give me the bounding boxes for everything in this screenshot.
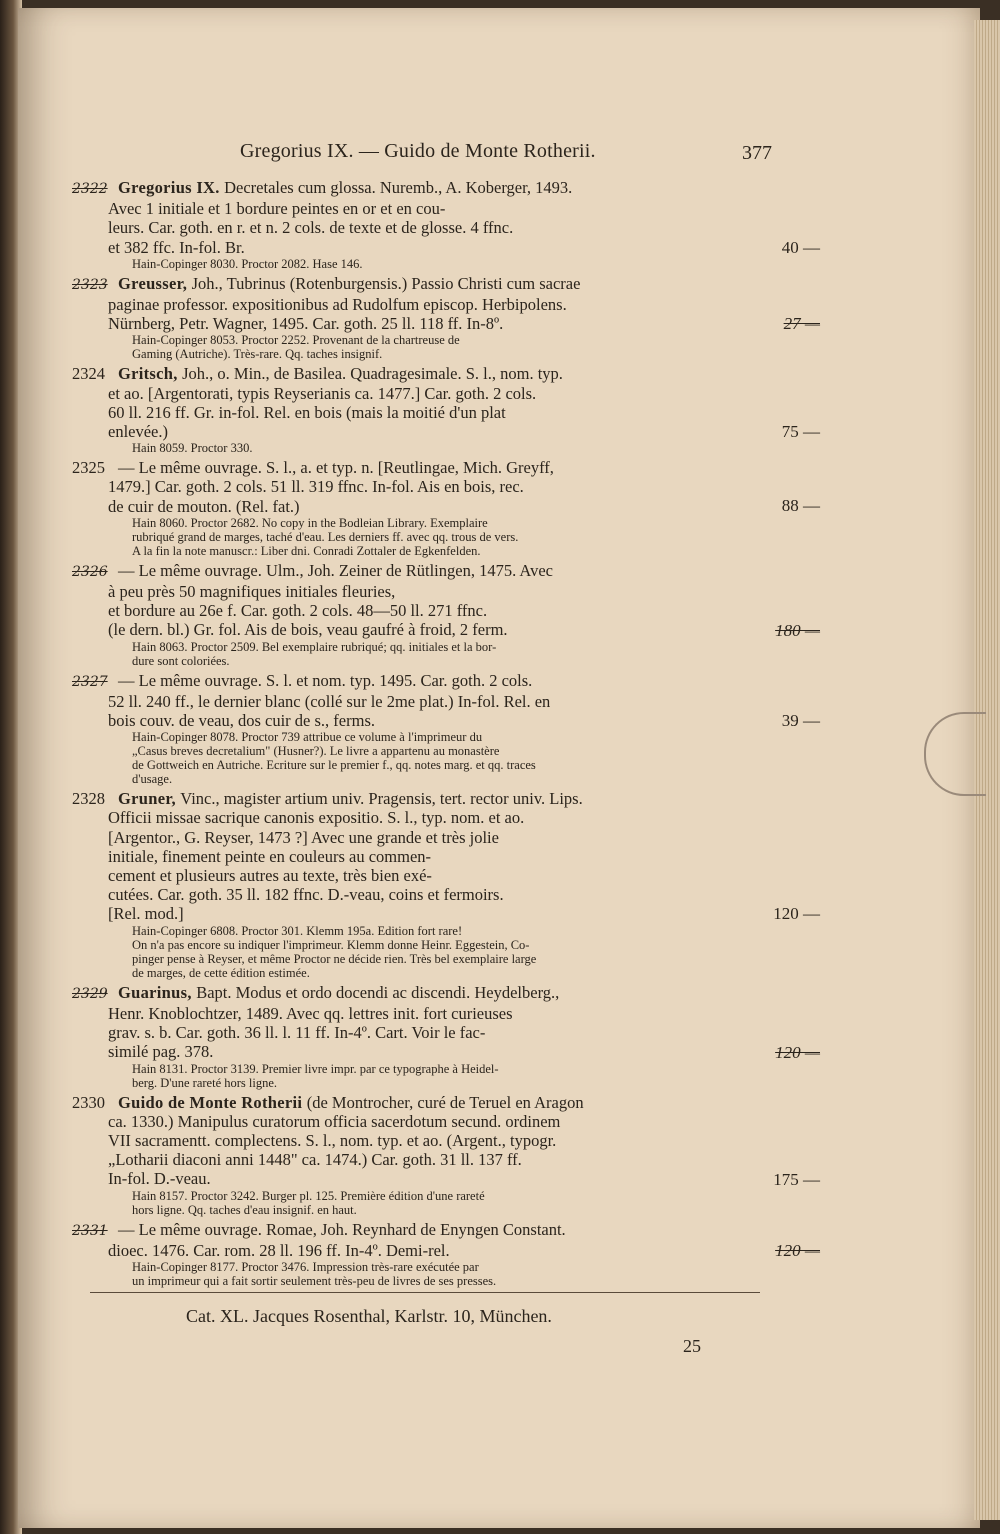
entry-author: Guido de Monte Rotherii (118, 1092, 307, 1112)
entry-description: 1479.] Car. goth. 2 cols. 51 ll. 319 ffnc. In-fol. Ais en bois, rec. (108, 477, 524, 497)
entry-bibliographic-note: de Gottweich en Autriche. Ecriture sur le premier f., qq. notes marg. et qq. traces (132, 758, 536, 773)
entry-text-line (72, 238, 732, 257)
entry-text-line (72, 1169, 732, 1188)
entry-description: similé pag. 378. (108, 1042, 214, 1062)
entry-text-line (72, 1042, 732, 1061)
entry-description: de cuir de mouton. (Rel. fat.) (108, 496, 300, 516)
entry-description: Bapt. Modus et ordo docendi ac discendi. Heydelberg., (196, 982, 560, 1002)
entry-text-line (72, 458, 732, 477)
entry-description: (le dern. bl.) Gr. fol. Ais de bois, veau gaufré à froid, 2 ferm. (108, 620, 508, 640)
entry-bibliographic-note: Hain-Copinger 6808. Proctor 301. Klemm 195a. Edition fort rare! (132, 923, 463, 938)
entry-bibliographic-note: Hain-Copinger 8053. Proctor 2252. Provenant de la chartreuse de (132, 333, 460, 348)
entry-price: 120 — (775, 1240, 820, 1260)
entry-bibliographic-note: Hain-Copinger 8078. Proctor 739 attribue ce volume à l'imprimeur du (132, 730, 483, 745)
entry-text-line (72, 497, 732, 516)
catalog-entry (72, 670, 820, 787)
entry-text-line (72, 789, 732, 808)
entry-text-line (72, 274, 732, 295)
entry-author: Guarinus, (118, 982, 197, 1002)
footer-rule (90, 1292, 760, 1293)
entry-list (72, 178, 820, 1291)
entry-description: Joh., o. Min., de Basilea. Quadragesimale. S. l., nom. typ. (182, 364, 563, 384)
entry-text-line (72, 422, 732, 441)
entry-description: — Le même ouvrage. S. l., a. et typ. n. [Reutlingae, Mich. Greyff, (118, 458, 554, 478)
entry-number: 2326 (72, 563, 108, 580)
catalog-entry (72, 1092, 820, 1217)
entry-text-line (72, 983, 732, 1004)
entry-text-line (72, 1004, 732, 1023)
entry-description: cement et plusieurs autres au texte, très bien exé- (108, 866, 432, 886)
entry-price: 40 — (781, 238, 820, 257)
entry-text-line (72, 601, 732, 620)
entry-author: Gritsch, (118, 364, 183, 384)
catalog-entry (72, 789, 820, 980)
entry-text-line (72, 828, 732, 847)
entry-description: — Le même ouvrage. Ulm., Joh. Zeiner de Rütlingen, 1475. Avec (118, 560, 554, 580)
entry-bibliographic-note: „Casus breves decretalium" (Husner?). Le livre a appartenu au monastère (132, 744, 500, 759)
entry-text-line (72, 1112, 732, 1131)
entry-author: Gregorius IX. (118, 178, 225, 197)
entry-description: initiale, finement peinte en couleurs au commen- (108, 846, 432, 866)
entry-text-line (72, 904, 732, 923)
entry-description: à peu près 50 magnifiques initiales fleuries, (108, 582, 396, 602)
entry-text-line (72, 178, 732, 199)
entry-bibliographic-note: Gaming (Autriche). Très-rare. Qq. taches insignif. (132, 347, 383, 362)
entry-text-line (72, 561, 732, 582)
entry-text-line (72, 477, 732, 496)
entry-bibliographic-note: de marges, de cette édition estimée. (132, 965, 310, 980)
entry-number: 2324 (72, 364, 105, 384)
entry-text-line (72, 1150, 732, 1169)
entry-description: Officii missae sacrique canonis expositio. S. l., typ. nom. et ao. (108, 808, 525, 828)
entry-text-line (72, 620, 732, 639)
entry-description: [Argentor., G. Reyser, 1473 ?] Avec une grande et très jolie (108, 827, 499, 847)
entry-description: (de Montrocher, curé de Teruel en Aragon (306, 1092, 584, 1112)
entry-description: grav. s. b. Car. goth. 36 ll. l. 11 ff. In-4º. Cart. Voir le fac- (108, 1023, 486, 1043)
footer-catalog: Cat. XL. Jacques Rosenthal, Karlstr. 10, München. (186, 1306, 552, 1326)
entry-bibliographic-note: A la fin la note manuscr.: Liber dni. Conradi Zottaler de Egkenfelden. (132, 543, 481, 558)
entry-description: Nürnberg, Petr. Wagner, 1495. Car. goth. 25 ll. 118 ff. In-8º. (108, 314, 504, 334)
entry-text-line (72, 314, 732, 333)
entry-bibliographic-note: Hain 8060. Proctor 2682. No copy in the Bodleian Library. Exemplaire (132, 515, 488, 530)
entry-number: 2329 (72, 985, 108, 1002)
entry-author: Greusser, (118, 273, 192, 293)
entry-text-line (72, 1220, 732, 1241)
entry-description: et bordure au 26e f. Car. goth. 2 cols. 48—50 ll. 271 ffnc. (108, 601, 488, 621)
entry-price: 175 — (773, 1169, 820, 1189)
entry-bibliographic-note: d'usage. (132, 772, 173, 787)
catalog-entry (72, 178, 820, 271)
catalog-entry (72, 1219, 820, 1288)
entry-text-line (72, 218, 732, 237)
entry-description: — Le même ouvrage. Romae, Joh. Reynhard de Enyngen Constant. (118, 1219, 566, 1239)
entry-description: paginae professor. expositionibus ad Rudolfum episcop. Herbipolens. (108, 295, 567, 315)
catalog-entry (72, 364, 820, 456)
entry-description: Decretales cum glossa. Nuremb., A. Koberger, 1493. (224, 178, 573, 197)
catalog-entry (72, 273, 820, 362)
entry-text-line (72, 692, 732, 711)
entry-text-line (72, 295, 732, 314)
entry-text-line (72, 1093, 732, 1112)
entry-number: 2331 (72, 1222, 108, 1239)
entry-description: Vinc., magister artium univ. Pragensis, tert. rector univ. Lips. (180, 789, 583, 809)
entry-bibliographic-note: Hain-Copinger 8177. Proctor 3476. Impression très-rare exécutée par (132, 1259, 479, 1274)
entry-description: 60 ll. 216 ff. Gr. in-fol. Rel. en bois (mais la moitié d'un plat (108, 402, 506, 422)
entry-text-line (72, 885, 732, 904)
entry-price: 180 — (775, 620, 820, 640)
signature-mark: 25 (683, 1336, 701, 1356)
entry-price: 88 — (781, 496, 820, 516)
entry-description: Avec 1 initiale et 1 bordure peintes en or et en cou- (108, 199, 446, 219)
entry-text-line (72, 1131, 732, 1150)
entry-text-line (72, 582, 732, 601)
entry-description: Henr. Knoblochtzer, 1489. Avec qq. lettres init. fort curieuses (108, 1003, 513, 1023)
entry-number: 2325 (72, 458, 105, 478)
entry-text-line (72, 711, 732, 730)
entry-number: 2323 (72, 276, 108, 293)
entry-description: Joh., Tubrinus (Rotenburgensis.) Passio Christi cum sacrae (191, 273, 581, 293)
entry-bibliographic-note: Hain 8157. Proctor 3242. Burger pl. 125. Première édition d'une rareté (132, 1188, 485, 1203)
entry-description: „Lotharii diaconi anni 1448" ca. 1474.) Car. goth. 31 ll. 137 ff. (108, 1150, 522, 1170)
entry-text-line (72, 847, 732, 866)
entry-author: Gruner, (118, 789, 181, 809)
entry-bibliographic-note: hors ligne. Qq. taches d'eau insignif. en haut. (132, 1202, 357, 1217)
entry-text-line (72, 403, 732, 422)
entry-price: 120 — (775, 1042, 820, 1062)
entry-bibliographic-note: pinger pense à Reyser, et même Proctor ne décide rien. Très bel exemplaire large (132, 951, 537, 966)
entry-description: ca. 1330.) Manipulus curatorum officia sacerdotum secund. ordinem (108, 1111, 561, 1131)
page-number: 377 (742, 142, 772, 164)
entry-bibliographic-note: Hain 8063. Proctor 2509. Bel exemplaire rubriqué; qq. initiales et la bor- (132, 639, 497, 654)
entry-number: 2328 (72, 789, 105, 809)
entry-text-line (72, 1241, 732, 1260)
entry-description: et ao. [Argentorati, typis Reyserianis ca. 1477.] Car. goth. 2 cols. (108, 383, 537, 403)
entry-bibliographic-note: dure sont coloriées. (132, 653, 230, 668)
entry-number: 2322 (72, 181, 108, 197)
catalog-entry (72, 982, 820, 1090)
entry-text-line (72, 364, 732, 383)
entry-price: 39 — (781, 710, 820, 730)
entry-price: 27 — (783, 313, 820, 333)
entry-description: In-fol. D.-veau. (108, 1169, 211, 1189)
entry-description: [Rel. mod.] (108, 904, 184, 924)
entry-description: dioec. 1476. Car. rom. 28 ll. 196 ff. In-4º. Demi-rel. (108, 1240, 450, 1260)
entry-bibliographic-note: Hain 8059. Proctor 330. (132, 441, 253, 456)
entry-description: 52 ll. 240 ff., le dernier blanc (collé sur le 2me plat.) In-fol. Rel. en (108, 691, 551, 711)
entry-price: 75 — (781, 422, 820, 442)
entry-bibliographic-note: Hain-Copinger 8030. Proctor 2082. Hase 146. (132, 256, 363, 271)
catalog-entry (72, 458, 820, 558)
entry-text-line (72, 199, 732, 218)
entry-bibliographic-note: rubriqué grand de marges, taché d'eau. Les derniers ff. avec qq. trous de vers. (132, 529, 519, 544)
entry-description: leurs. Car. goth. en r. et n. 2 cols. de texte et de glosse. 4 ffnc. (108, 218, 514, 238)
entry-text-line (72, 808, 732, 827)
entry-text-line (72, 1023, 732, 1042)
entry-description: bois couv. de veau, dos cuir de s., ferms. (108, 711, 375, 731)
entry-description: cutées. Car. goth. 35 ll. 182 ffnc. D.-veau, coins et fermoirs. (108, 885, 504, 905)
running-header: Gregorius IX. — Guido de Monte Rotherii. (240, 140, 596, 162)
entry-number: 2330 (72, 1092, 105, 1112)
entry-text-line (72, 866, 732, 885)
entry-bibliographic-note: Hain 8131. Proctor 3139. Premier livre impr. par ce typographe à Heidel- (132, 1061, 499, 1076)
entry-description: enlevée.) (108, 422, 168, 442)
entry-bibliographic-note: On n'a pas encore su indiquer l'imprimeur. Klemm donne Heinr. Eggestein, Co- (132, 937, 530, 952)
catalog-entry (72, 560, 820, 668)
entry-bibliographic-note: berg. D'une rareté hors ligne. (132, 1075, 278, 1090)
entry-text-line (72, 384, 732, 403)
entry-bibliographic-note: un imprimeur qui a fait sortir seulement très-peu de livres de ses presses. (132, 1273, 497, 1288)
entry-text-line (72, 671, 732, 692)
entry-description: et 382 ffc. In-fol. Br. (108, 237, 245, 257)
entry-price: 120 — (773, 904, 820, 924)
entry-description: — Le même ouvrage. S. l. et nom. typ. 1495. Car. goth. 2 cols. (118, 670, 533, 690)
entry-number: 2327 (72, 673, 108, 690)
entry-description: VII sacramentt. complectens. S. l., nom. typ. et ao. (Argent., typogr. (108, 1130, 557, 1150)
